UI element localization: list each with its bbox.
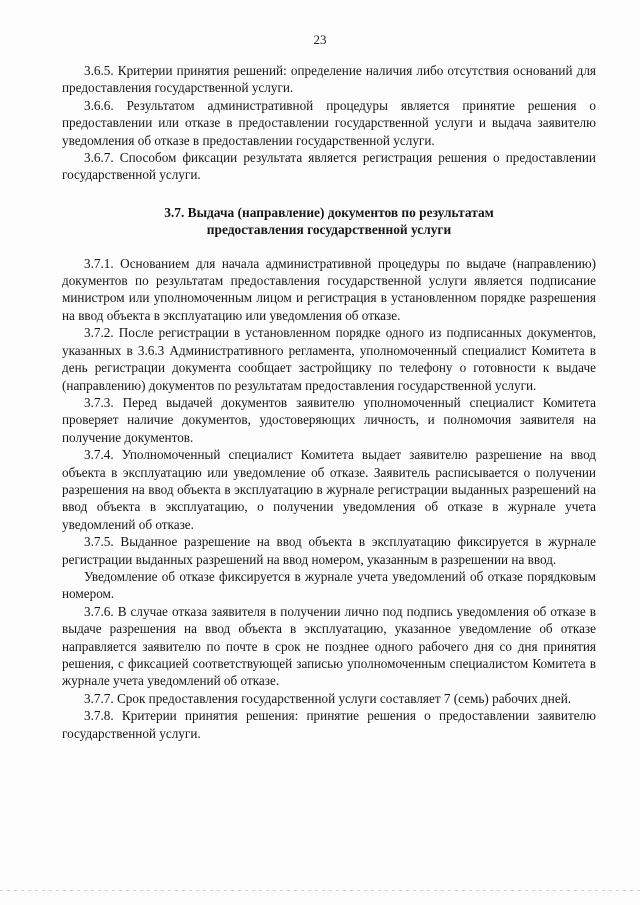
section-title-3-7 <box>62 204 596 239</box>
paragraph-3-7-8: 3.7.8. Критерии принятия решения: принятие решения о предоставлении заявителю государственной услуги. <box>62 708 596 741</box>
paragraph-3-7-5: 3.7.5. Выданное разрешение на ввод объекта в эксплуатацию фиксируется в журнале регистрации выданных разрешений на ввод номером, указанным в разрешении на ввод. <box>62 534 596 567</box>
paragraph-3-6-6: 3.6.6. Результатом административной процедуры является принятие решения о предоставлении или отказе в предоставлении государственной услуги и выдача заявителю уведомления об отказе в предоставлении государственной услуги. <box>62 97 596 148</box>
paragraph-3-7-6: 3.7.6. В случае отказа заявителя в получении лично под подпись уведомления об отказе в выдаче разрешения на ввод объекта в эксплуатацию, указанное уведомление об отказе направляется заявителю по почте в срок не позднее одного рабочего дня со дня принятия решения, с фиксацией соответствующей записью уполномоченным специалистом Комитета в журнале учета уведомлений об отказе. <box>62 603 596 689</box>
paragraph-3-7-1: 3.7.1. Основанием для начала административной процедуры по выдаче (направлению) документов по результатам предоставления государственной услуги является подписание министром или уполномоченным лицом и регистрация в установленном порядке разрешения на ввод объекта в эксплуатацию или уведомления об отказе. <box>62 255 596 323</box>
paragraph-refusal-notice: Уведомление об отказе фиксируется в журнале учета уведомлений об отказе порядковым номером. <box>62 568 596 602</box>
paragraph-3-6-7: 3.6.7. Способом фиксации результата является регистрация решения о предоставлении государственной услуги. <box>62 150 596 183</box>
paragraph-3-7-4: 3.7.4. Уполномоченный специалист Комитета выдает заявителю разрешение на ввод объекта в эксплуатацию или уведомление об отказе. Заявитель расписывается о получении разрешения на ввод объекта в эксплуатацию в журнале регистрации выданных разрешений на ввод объекта в эксплуатацию, о получении уведомления об отказе в журнале учета уведомлений об отказе. <box>62 447 596 532</box>
section-title-line-2: предоставления государственной услуги <box>206 222 452 238</box>
document-body <box>62 62 596 742</box>
page-number: 23 <box>313 32 327 47</box>
paragraph-3-7-3: 3.7.3. Перед выдачей документов заявителю уполномоченный специалист Комитета проверяет наличие документов, удостоверяющих личность, и полномочия заявителя на получение документов. <box>62 394 596 445</box>
paragraph-3-7-7: 3.7.7. Срок предоставления государственной услуги составляет 7 (семь) рабочих дней. <box>84 690 572 706</box>
paragraph-3-7-2: 3.7.2. После регистрации в установленном порядке одного из подписанных документов, указанных в 3.6.3 Административного регламента, уполномоченный специалист Комитета в день регистрации документа сообщает застройщику по телефону о готовности к выдаче (направлению) документов по результатам предоставления государственной услуги. <box>62 325 596 393</box>
section-title-line-1: 3.7. Выдача (направление) документов по результатам <box>164 204 494 220</box>
scan-edge-line <box>0 890 640 891</box>
paragraph-3-6-5: 3.6.5. Критерии принятия решений: определение наличия либо отсутствия оснований для предоставления государственной услуги. <box>62 63 596 96</box>
